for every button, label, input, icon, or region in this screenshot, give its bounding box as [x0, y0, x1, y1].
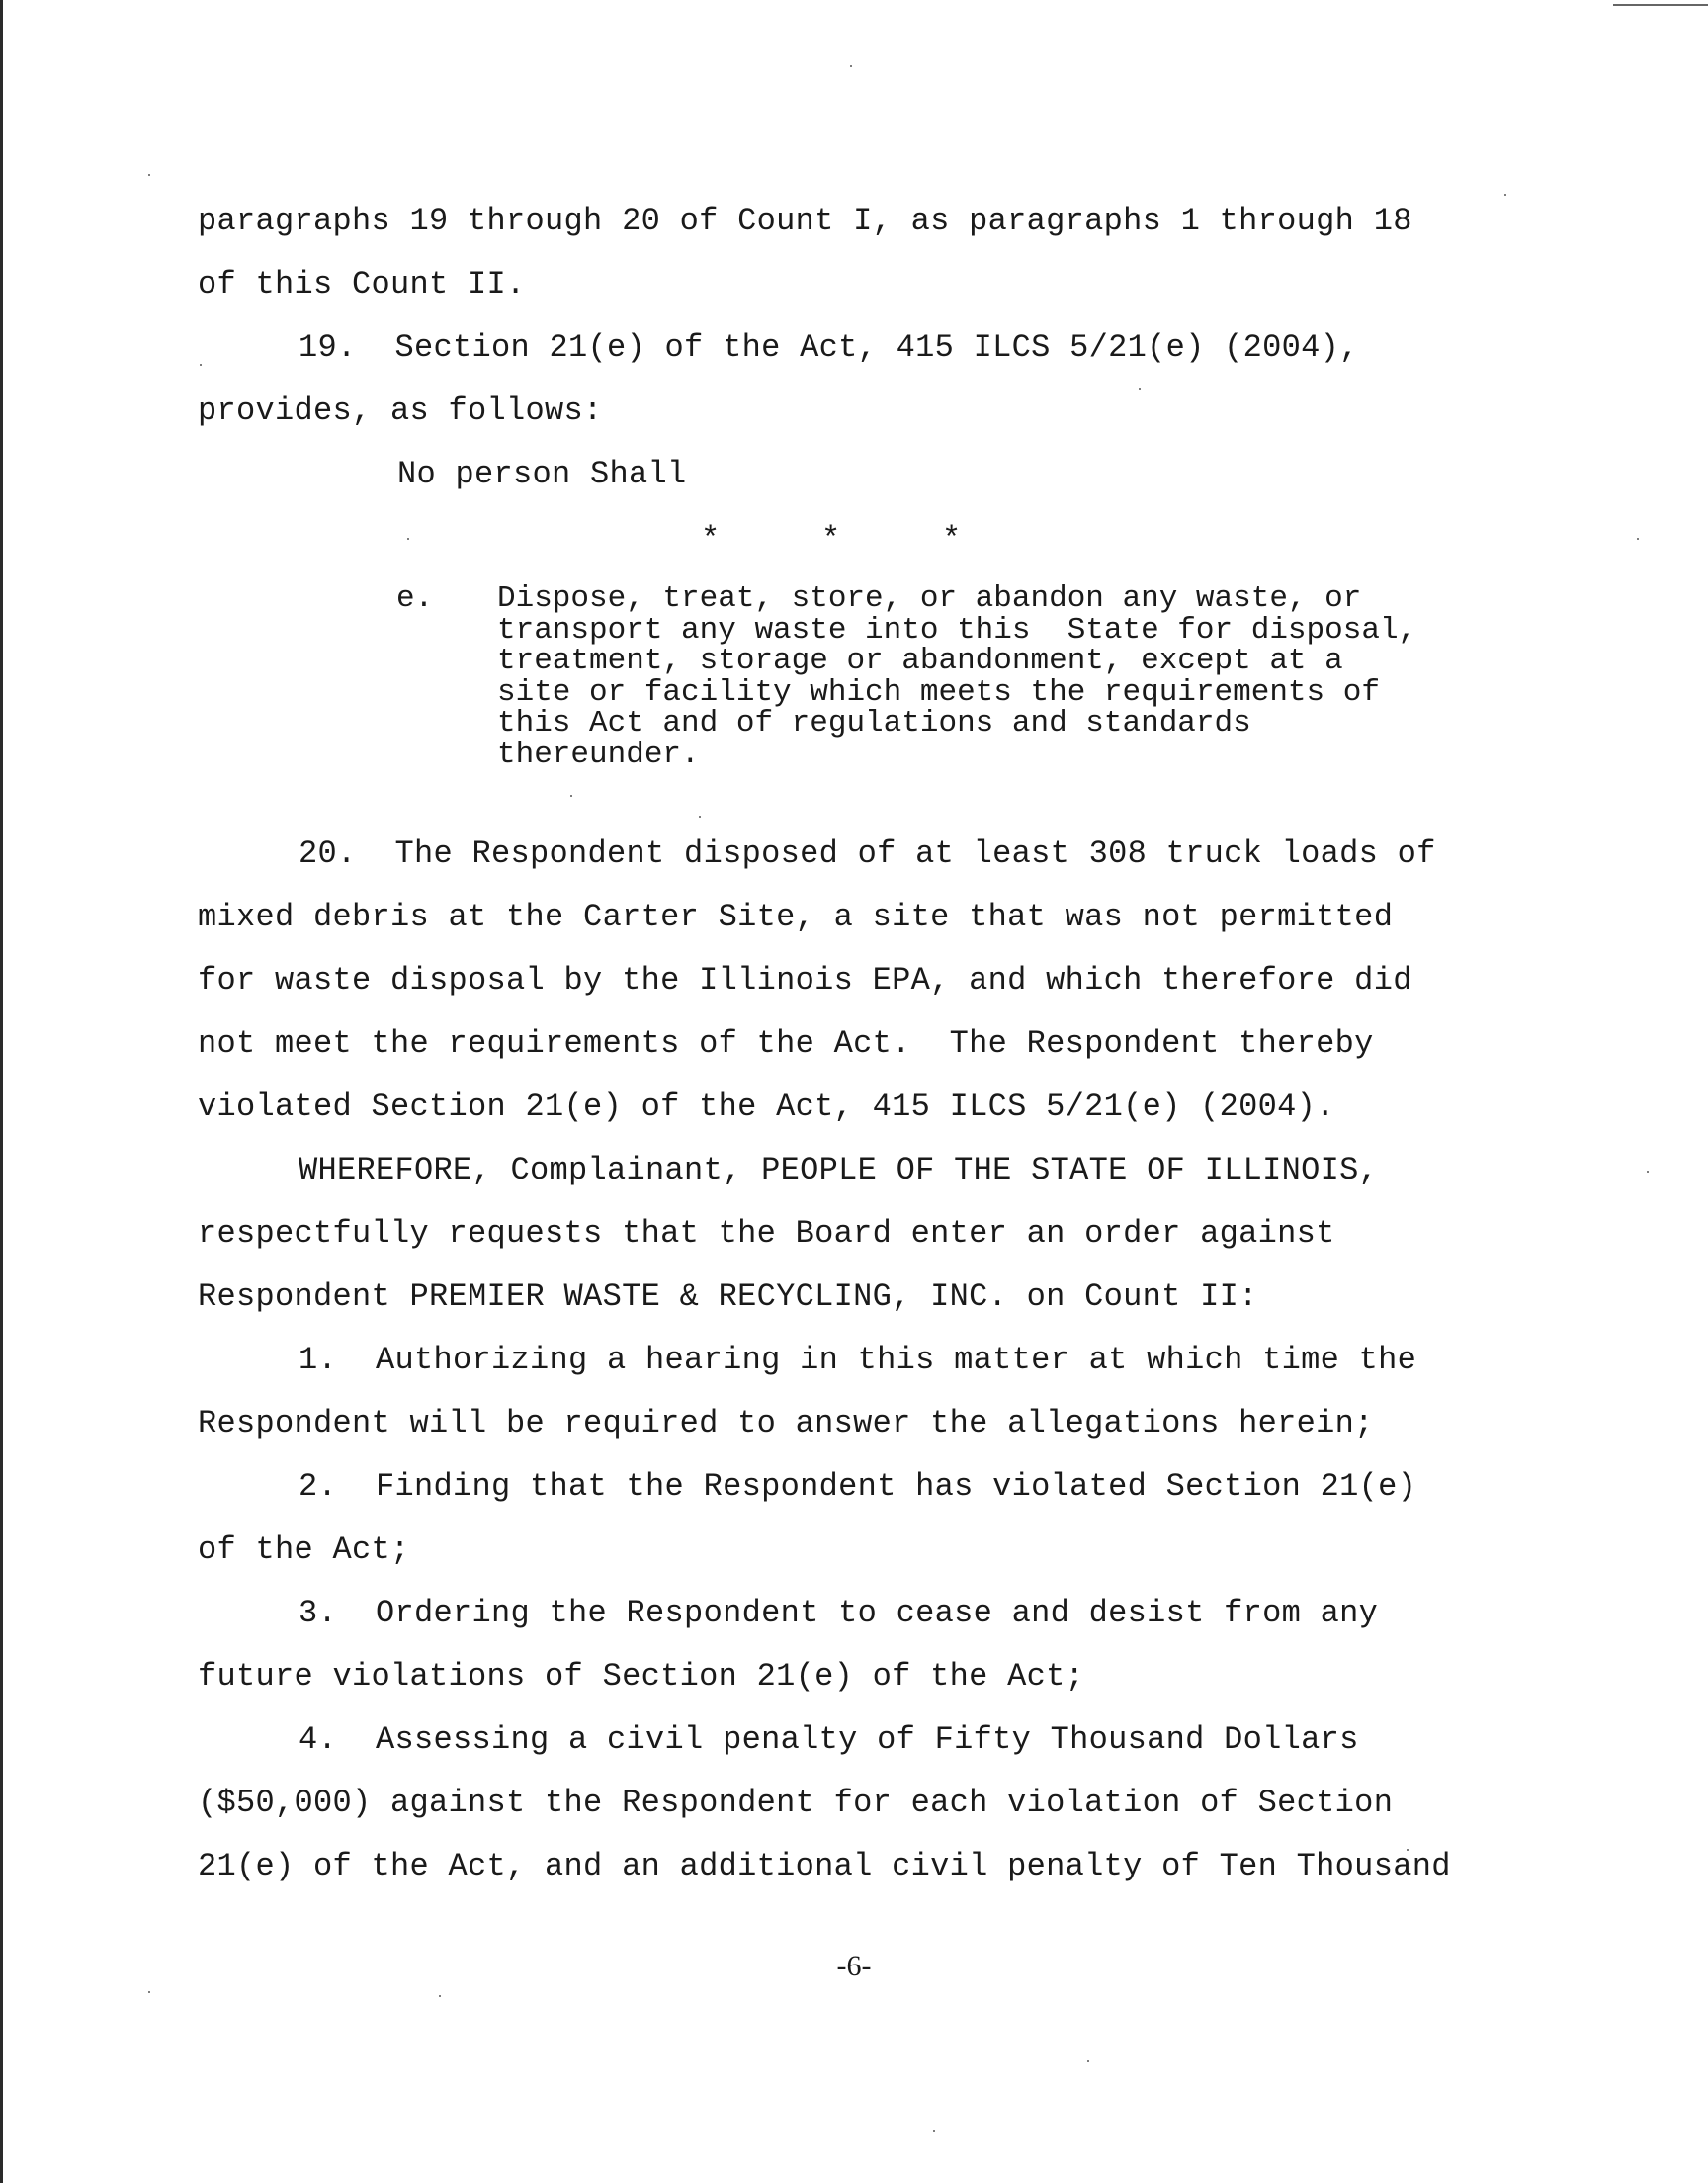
scan-speck	[148, 1991, 150, 1993]
scan-speck	[1647, 1171, 1649, 1173]
body-line: mixed debris at the Carter Site, a site that was not permitted	[198, 899, 1394, 935]
body-line: future violations of Section 21(e) of the Act;	[198, 1658, 1085, 1695]
page-number: -6-	[836, 1950, 872, 1982]
scan-speck	[933, 2130, 935, 2132]
ellipsis-star: *	[942, 521, 962, 558]
scan-edge-left	[0, 0, 3, 2183]
scan-speck	[439, 1995, 441, 1997]
paragraph-19-start: 19. Section 21(e) of the Act, 415 ILCS 5/21(e) (2004),	[299, 329, 1359, 366]
scan-speck	[699, 816, 701, 818]
body-line: Respondent PREMIER WASTE & RECYCLING, INC. on Count II:	[198, 1278, 1258, 1315]
body-line: of the Act;	[198, 1531, 410, 1568]
quote-intro: No person Shall	[397, 456, 687, 492]
body-line: violated Section 21(e) of the Act, 415 ILCS 5/21(e) (2004).	[198, 1089, 1335, 1125]
scan-speck	[407, 538, 409, 540]
statute-quote: Dispose, treat, store, or abandon any waste, or transport any waste into this State for disposal, treatment, storage or abandonment, except at a site or facility which meets the requirements of this Act and of regulations and standards thereunder.	[497, 581, 1417, 772]
body-line: provides, as follows:	[198, 393, 603, 429]
body-line: ($50,000) against the Respondent for each violation of Section	[198, 1785, 1394, 1821]
scan-edge-top	[1613, 4, 1708, 6]
ellipsis-star: *	[701, 521, 721, 558]
scan-speck	[148, 174, 150, 176]
scan-speck	[570, 795, 572, 797]
relief-item-3: 3. Ordering the Respondent to cease and desist from any	[299, 1595, 1379, 1631]
scan-speck	[1087, 2060, 1089, 2062]
scan-speck	[1139, 388, 1141, 390]
relief-item-2: 2. Finding that the Respondent has violated Section 21(e)	[299, 1468, 1417, 1505]
relief-item-4: 4. Assessing a civil penalty of Fifty Thousand Dollars	[299, 1721, 1359, 1758]
body-line: not meet the requirements of the Act. The Respondent thereby	[198, 1025, 1374, 1062]
body-line: of this Count II.	[198, 266, 526, 303]
scan-speck	[1637, 538, 1639, 540]
body-line: respectfully requests that the Board enter an order against	[198, 1215, 1335, 1252]
scan-speck	[850, 65, 852, 67]
wherefore-start: WHEREFORE, Complainant, PEOPLE OF THE STATE OF ILLINOIS,	[299, 1152, 1379, 1188]
body-line: Respondent will be required to answer the allegations herein;	[198, 1405, 1374, 1441]
ellipsis-star: *	[821, 521, 841, 558]
relief-item-1: 1. Authorizing a hearing in this matter at which time the	[299, 1342, 1417, 1378]
body-line: for waste disposal by the Illinois EPA, and which therefore did	[198, 962, 1412, 999]
body-line: 21(e) of the Act, and an additional civil penalty of Ten Thousand	[198, 1848, 1451, 1884]
body-line: paragraphs 19 through 20 of Count I, as paragraphs 1 through 18	[198, 203, 1412, 239]
quote-item-marker: e.	[396, 581, 434, 616]
scan-speck	[1504, 194, 1506, 196]
scan-speck	[200, 364, 202, 366]
paragraph-20-start: 20. The Respondent disposed of at least 308 truck loads of	[299, 835, 1436, 872]
